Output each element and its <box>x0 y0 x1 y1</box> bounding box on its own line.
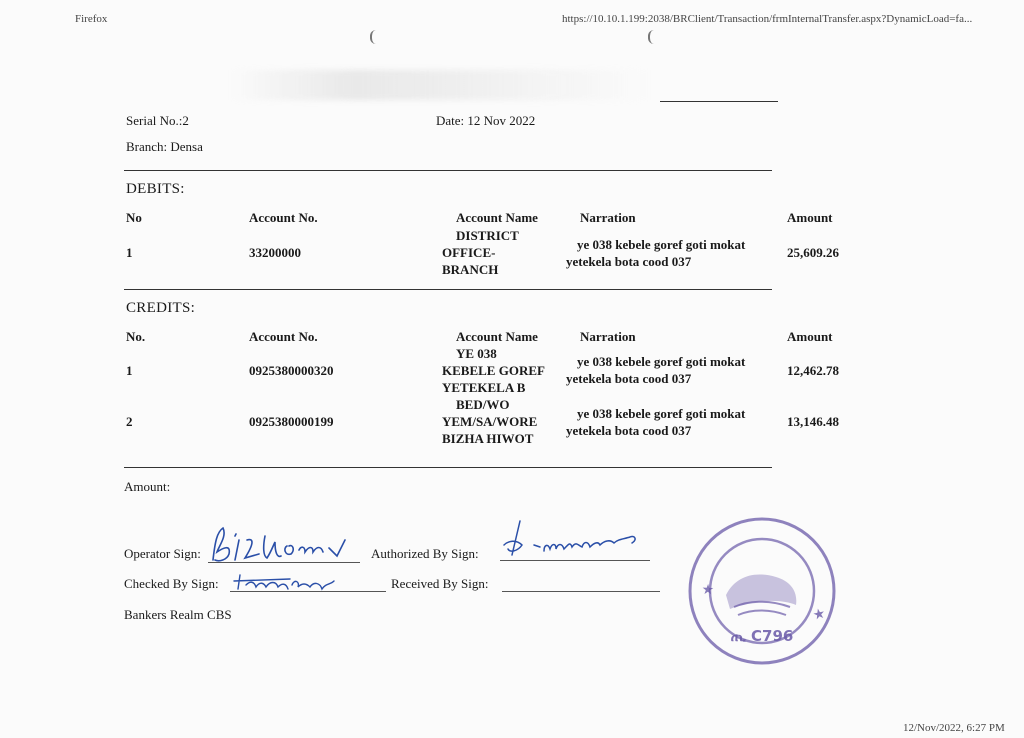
row-no: 2 <box>126 414 133 429</box>
col-no: No <box>126 210 142 225</box>
stamp-seal-icon <box>686 515 838 667</box>
row-narration <box>563 353 777 387</box>
col-account-no: Account No. <box>249 210 318 225</box>
browser-app-name: Firefox <box>75 13 108 25</box>
row-no: 1 <box>126 363 133 378</box>
row-narration <box>563 236 777 270</box>
narration-line: yetekela bota cood 037 <box>566 254 692 269</box>
header-rule <box>660 101 778 102</box>
col-account-name: Account Name <box>456 210 538 225</box>
received-sign-line <box>502 591 660 592</box>
col-no: No. <box>126 329 146 344</box>
received-by-label: Received By Sign: <box>391 576 489 591</box>
col-amount: Amount <box>787 210 833 225</box>
checked-signature <box>230 569 350 597</box>
row-amount: 13,146.48 <box>787 414 839 429</box>
row-account-no: 33200000 <box>249 245 301 260</box>
row-account-name <box>442 396 566 447</box>
row-no: 1 <box>126 245 133 260</box>
authorized-signature <box>498 515 648 563</box>
row-account-no: 0925380000199 <box>249 414 334 429</box>
print-datetime: 12/Nov/2022, 6:27 PM <box>903 722 1005 734</box>
debits-title: DEBITS: <box>126 181 185 197</box>
official-stamp <box>686 515 838 667</box>
col-narration: Narration <box>580 210 636 225</box>
col-account-name: Account Name <box>456 329 538 344</box>
amount-label: Amount: <box>124 479 171 494</box>
account-name-line: YEM/SA/WORE <box>442 414 538 429</box>
account-name-line: YE 038 <box>456 346 497 361</box>
account-name-line: KEBELE GOREF <box>442 363 545 378</box>
punch-hole-mark <box>648 30 660 44</box>
serial-number: Serial No.:2 <box>126 113 189 128</box>
svg-text:★: ★ <box>698 581 719 599</box>
row-account-no: 0925380000320 <box>249 363 334 378</box>
col-account-no: Account No. <box>249 329 318 344</box>
narration-line: ye 038 kebele goref goti mokat <box>577 354 746 369</box>
browser-url: https://10.10.1.199:2038/BRClient/Transaction/frmInternalTransfer.aspx?DynamicLoad=fa... <box>562 13 973 25</box>
transaction-date: Date: 12 Nov 2022 <box>436 113 536 128</box>
credits-title: CREDITS: <box>126 300 196 316</box>
account-name-line: BRANCH <box>442 262 499 277</box>
punch-hole-mark <box>370 30 382 44</box>
col-amount: Amount <box>787 329 833 344</box>
account-name-line: BED/WO <box>456 397 510 412</box>
checked-by-label: Checked By Sign: <box>124 576 219 591</box>
row-amount: 12,462.78 <box>787 363 839 378</box>
divider <box>124 467 772 468</box>
operator-sign-label: Operator Sign: <box>124 546 201 561</box>
narration-line: ye 038 kebele goref goti mokat <box>577 406 746 421</box>
col-narration: Narration <box>580 329 636 344</box>
system-name: Bankers Realm CBS <box>124 607 232 622</box>
account-name-line: OFFICE- <box>442 245 496 260</box>
narration-line: ye 038 kebele goref goti mokat <box>577 237 746 252</box>
row-amount: 25,609.26 <box>787 245 839 260</box>
branch-name: Branch: Densa <box>126 139 203 154</box>
account-name-line: YETEKELA B <box>442 380 526 395</box>
divider <box>124 289 772 290</box>
authorized-by-label: Authorized By Sign: <box>371 546 479 561</box>
row-account-name <box>442 227 566 278</box>
account-name-line: DISTRICT <box>456 228 519 243</box>
narration-line: yetekela bota cood 037 <box>566 371 692 386</box>
svg-text:★: ★ <box>808 605 829 624</box>
faded-letterhead <box>230 70 650 100</box>
operator-signature <box>205 522 365 568</box>
narration-line: yetekela bota cood 037 <box>566 423 692 438</box>
row-narration <box>563 405 777 439</box>
account-name-line: BIZHA HIWOT <box>442 431 534 446</box>
divider <box>124 170 772 171</box>
stamp-code: ጢ C796 <box>730 627 794 645</box>
row-account-name <box>442 345 566 396</box>
